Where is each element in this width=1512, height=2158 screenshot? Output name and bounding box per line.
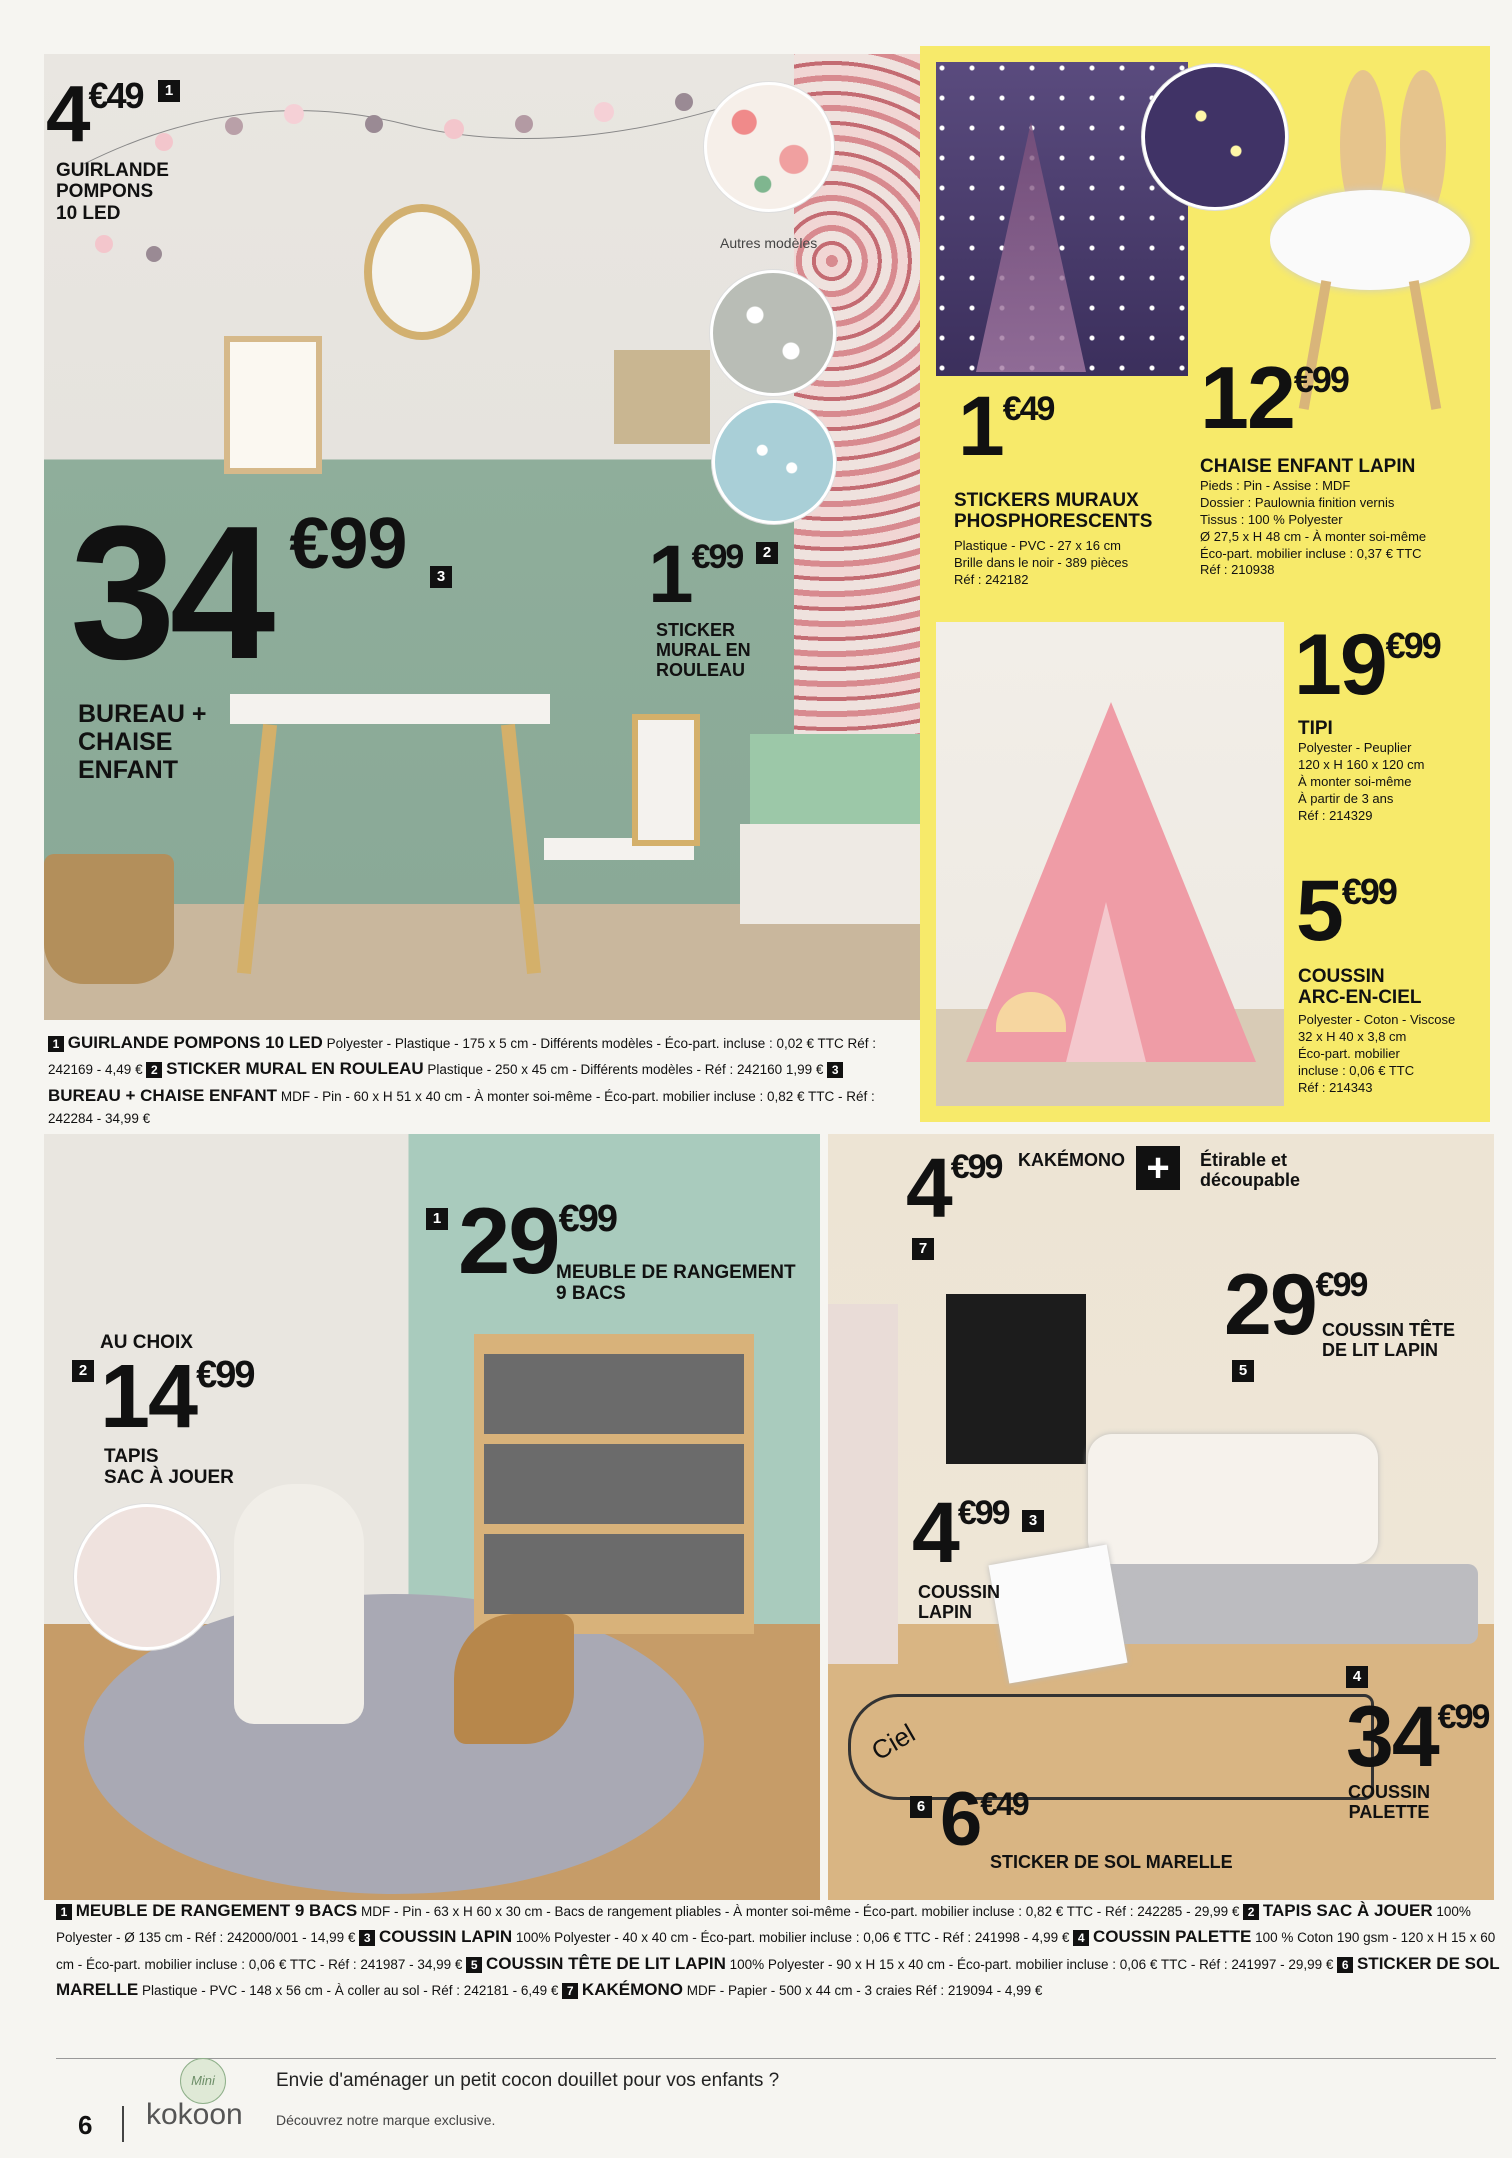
desk [230,694,550,724]
item-number-6: 6 [910,1796,932,1818]
item-number-2: 2 [72,1360,94,1382]
toy-dinosaur [454,1614,574,1744]
price-int: 1 [648,529,692,620]
price-int: 34 [70,487,270,699]
play-bag-closeup [74,1504,220,1650]
white-trunk [740,824,920,924]
fine-text: Plastique - PVC - 148 x 56 cm - À coller au sol - Réf : 242181 - 6,49 € [141,1983,559,1999]
fine-num: 3 [359,1930,375,1946]
fine-print-top [48,1030,918,1130]
item-number-3: 3 [430,566,452,588]
price-dec: €49 [980,1786,1028,1822]
spec-chaise-lapin: Pieds : Pin - Assise : MDF Dossier : Paulownia finition vernis Tissus : 100 % Polyester Ø 27,5 x H 48 cm - À monter soi-même Éco-part. mobilier incluse : 0,37 € TTC Réf : 210938 [1200,478,1427,578]
fine-num: 4 [1073,1930,1089,1946]
price-dec: €99 [1437,1698,1489,1736]
price-dec: €99 [196,1354,254,1396]
price-int: 29 [1224,1257,1316,1353]
fine-text: Polyester - Plastique - 175 x 5 cm - Différents modèles - Éco-part. incluse : 0,02 € TTC Réf : 242169 - 4,49 € [48,1036,877,1078]
storage-cube-left [828,1304,898,1664]
spec-tipi: Polyester - Peuplier 120 x H 160 x 120 cm À monter soi-même À partir de 3 ans Réf : 214329 [1298,740,1425,823]
tipi-photo [936,622,1284,1106]
brand-logo: kokoon [146,2098,243,2131]
price-kakemono [906,1141,1002,1235]
fine-text: 100 % Coton 190 gsm - 120 x H 15 x 60 cm - Éco-part. mobilier incluse : 0,06 € TTC - Réf : 241987 - 34,99 € [56,1930,1496,1972]
page-number: 6 [78,2110,93,2140]
price-dec: €99 [1385,625,1440,666]
headboard-cushion [1088,1434,1378,1564]
fine-text: 100% Polyester - 40 x 40 cm - Éco-part. mobilier incluse : 0,06 € TTC - Réf : 241998 - 4,99 € [515,1930,1070,1946]
footer-headline: Envie d'aménager un petit cocon douillet pour vos enfants ? [276,2070,780,2091]
fine-text: 100% Polyester - Ø 135 cm - Réf : 242000/001 - 14,99 € [56,1904,1471,1946]
price-dec: €99 [1315,1266,1367,1304]
price-dec: €99 [957,1494,1009,1532]
pattern-sample-floral [704,82,834,212]
item-number-4: 4 [1346,1666,1368,1688]
fine-title: STICKER DE SOL MARELLE [56,1953,1500,2000]
desk-leg [501,724,541,974]
fine-title: GUIRLANDE POMPONS 10 LED [67,1033,323,1052]
price-coussin-palette [1346,1689,1489,1785]
fine-num: 1 [56,1904,72,1920]
fine-title: COUSSIN TÊTE DE LIT LAPIN [485,1953,726,1973]
price-int: 19 [1294,617,1386,713]
wicker-basket [44,854,174,984]
fine-title: KAKÉMONO [581,1980,683,2000]
child-figure [234,1484,364,1724]
wall-frame [224,336,322,474]
price-sticker-mural [648,529,743,620]
price-dec: €99 [1293,359,1348,400]
pattern-sample-grey [710,270,836,396]
price-int: 14 [100,1347,197,1447]
price-coussin-arc [1296,863,1396,959]
footer-divider [56,2058,1496,2059]
fine-title: STICKER MURAL EN ROULEAU [166,1059,424,1079]
plus-badge [1136,1146,1180,1190]
au-choix-label: AU CHOIX [100,1332,193,1353]
label-bureau: BUREAU + CHAISE ENFANT [78,700,207,784]
label-coussin-arc: COUSSIN ARC-EN-CIEL [1298,966,1422,1009]
price-int: 29 [458,1188,559,1293]
price-bureau [70,487,407,699]
label-coussin-tete: COUSSIN TÊTE DE LIT LAPIN [1322,1320,1456,1361]
desk-leg [237,724,277,974]
plus-icon: + [1146,1146,1170,1190]
label-meuble: MEUBLE DE RANGEMENT 9 BACS [556,1262,796,1305]
price-dec: €99 [1341,871,1396,912]
label-marelle: STICKER DE SOL MARELLE [990,1852,1233,1872]
brand-small: Mini [191,2073,215,2088]
fine-num: 5 [466,1957,482,1973]
fine-num: 6 [1337,1957,1353,1973]
item-number-1: 1 [158,80,180,102]
hopscotch-word: Ciel [866,1717,921,1767]
price-chaise-lapin [1200,348,1348,447]
mattress-cushion [1088,1564,1478,1644]
hopscotch-sticker [848,1694,1374,1800]
price-int: 1 [958,379,1003,473]
other-models-text: Autres modèles [720,235,818,251]
price-int: 6 [940,1777,981,1862]
item-number-3: 3 [1022,1510,1044,1532]
price-marelle [940,1777,1028,1862]
bunny-pillow [988,1544,1127,1683]
playroom-photo [44,1134,820,1900]
price-int: 4 [906,1141,951,1235]
price-dec: €99 [289,504,407,584]
price-int: 5 [1296,863,1342,959]
fine-num: 1 [48,1036,64,1052]
fine-title: MEUBLE DE RANGEMENT 9 BACS [75,1901,358,1920]
price-int: 4 [46,69,89,158]
label-tipi: TIPI [1298,718,1333,739]
fine-num: 3 [827,1062,843,1078]
spec-coussin-arc: Polyester - Coton - Viscose 32 x H 40 x 3,8 cm Éco-part. mobilier incluse : 0,06 € TTC Réf : 214343 [1298,1012,1456,1095]
price-dec: €49 [1002,390,1054,428]
label-chaise-lapin: CHAISE ENFANT LAPIN [1200,456,1416,477]
price-int: 12 [1200,348,1294,447]
price-dec: €99 [558,1198,616,1240]
glow-stars-closeup [1142,64,1288,210]
label-tapis: TAPIS SAC À JOUER [104,1446,234,1489]
fine-title: TAPIS SAC À JOUER [1262,1901,1433,1920]
fine-text: MDF - Papier - 500 x 44 cm - 3 craies Réf : 219094 - 4,99 € [686,1983,1043,1999]
item-number-2: 2 [756,542,778,564]
price-tapis [100,1347,254,1447]
price-tipi [1294,617,1440,713]
spec-stickers-phospho: Plastique - PVC - 27 x 16 cm Brille dans le noir - 389 pièces Réf : 242182 [954,538,1129,587]
pattern-sample-blue [712,400,836,524]
green-trunk [750,734,920,824]
fine-text: MDF - Pin - 60 x H 51 x 40 cm - À monter soi-même - Éco-part. mobilier incluse : 0,82 € TTC - Réf : 242284 - 34,99 € [48,1088,875,1127]
fine-num: 2 [1243,1904,1259,1920]
fine-text: 100% Polyester - 90 x H 15 x 40 cm - Éco-part. mobilier incluse : 0,06 € TTC - Réf : 241997 - 29,99 € [729,1956,1334,1972]
storage-shelf [474,1334,754,1634]
page-separator [122,2106,124,2142]
item-number-1: 1 [426,1208,448,1230]
item-number-7: 7 [912,1238,934,1260]
fine-text: MDF - Pin - 63 x H 60 x 30 cm - Bacs de rangement pliables - À monter soi-même - Éco-part. mobilier incluse : 0,82 € TTC - Réf : 242285 - 29,99 € [361,1904,1240,1919]
chair-back [632,714,700,846]
item-number-5: 5 [1232,1360,1254,1382]
footer-subline: Découvrez notre marque exclusive. [276,2112,496,2128]
fine-print-bottom [56,1898,1500,2003]
drawer-box [614,350,710,444]
fine-text: Plastique - 250 x 45 cm - Différents modèles - Réf : 242160 1,99 € [427,1062,824,1078]
fine-title: COUSSIN LAPIN [378,1927,513,1947]
price-dec: €99 [950,1148,1002,1186]
label-coussin-palette: COUSSIN PALETTE [1348,1782,1431,1823]
price-coussin-lapin [912,1485,1009,1581]
fine-num: 2 [146,1062,162,1078]
label-kakemono: KAKÉMONO [1018,1150,1125,1170]
price-guirlande [46,69,143,158]
price-int: 4 [912,1485,958,1581]
label-guirlande: GUIRLANDE POMPONS 10 LED [56,160,169,224]
price-stickers-phospho [958,379,1054,473]
fine-title: COUSSIN PALETTE [1092,1927,1252,1947]
label-sticker-mural: STICKER MURAL EN ROULEAU [656,620,751,681]
price-int: 34 [1346,1689,1438,1785]
price-dec: €49 [88,75,143,116]
stretch-cut-text: Étirable et découpable [1200,1150,1301,1191]
price-dec: €99 [691,538,743,576]
fine-title: BUREAU + CHAISE ENFANT [48,1085,278,1105]
chalkboard-kakemono [946,1294,1086,1464]
fine-num: 7 [562,1983,578,1999]
label-stickers-phospho: STICKERS MURAUX PHOSPHORESCENTS [954,490,1153,533]
label-coussin-lapin: COUSSIN LAPIN [918,1582,1001,1623]
mouse-mirror [364,204,480,340]
